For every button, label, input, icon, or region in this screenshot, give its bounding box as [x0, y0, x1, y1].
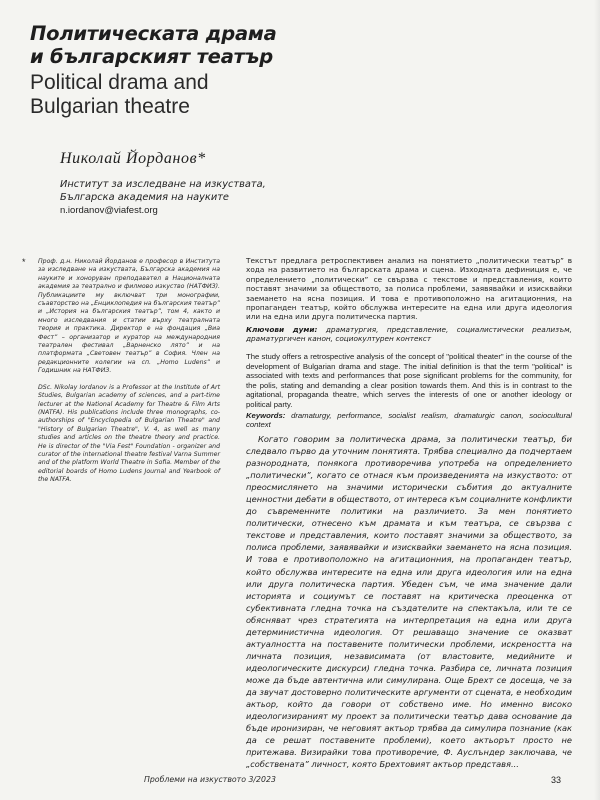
abstract-bg-text: Текстът предлага ретроспективен анализ на понятието „политически театър” в хода на развитието на българската драма и сцена. Изходната дефиниция е, че определението „политически” се свързва с текстове и представления, които поставят значими за обществото, за полиса проблеми, заявявайки и изисквайки заемането на ясна позиция. И това е противоположно на агитационния, на пропаганден театър, който обслужва интересите на една или друга идеология или на една или друга политическа партия. — [246, 256, 572, 322]
article-title-bulgarian — [30, 22, 390, 68]
keywords-en-label: Keywords: — [246, 410, 286, 420]
author-footnote — [38, 258, 220, 493]
page-number: 33 — [551, 775, 562, 785]
scan-edge-shadow — [594, 0, 600, 800]
author-email-link[interactable]: n.iordanov@viafest.org — [60, 205, 158, 216]
body-text — [246, 433, 572, 770]
author-name: Николай Йорданов* — [60, 150, 206, 167]
footnote-bulgarian: Проф. д.н. Николай Йорданов е професор в Института за изследване на изкуствата, Българска академия на науките и хоноруван преподавател в Националната академия за театрално и филмово изкуство (НАТФИЗ). Публикациите му включват три монографии, съавторство на „Енциклопедия на българския театър” и „История на българския театър”, том 4, както и много изследвания и статии върху театралната теория и практика. Директор е на фондация „Виа Фест” – организатор и куратор на международния театрален фестивал „Варненско лято” и на платформата „Световен театър” в София. Член на редакционните колегии на сп. „Homo Ludens” и Годишник на НАТФИЗ. — [38, 258, 220, 375]
abstract-bulgarian — [246, 256, 572, 344]
article-title-english — [30, 71, 390, 119]
keywords-bulgarian — [246, 325, 572, 344]
author-affiliation — [60, 179, 360, 204]
abstract-english — [246, 352, 572, 430]
keywords-bg-list: драматургия, представление, социалистически реализъм, драматургичен канон, социокултурен контекст — [246, 324, 572, 344]
keywords-bg-label: Ключови думи: — [246, 324, 318, 334]
title-bg-line-1: Политическата драма — [30, 22, 277, 45]
footnote-english: DSc. Nikolay Iordanov is a Professor at the Institute of Art Studies, Bulgarian academy of sciences, and a part-time lecturer at the National Academy for Theatre & Film Arts (NATFA). His publications include three monographs, co-authorships of "Encyclopedia of Bulgarian Theatre" and "History of Bulgarian Theatre", V. 4, as well as many studies and articles on the theatre theory and practice. He is director of the "Via Fest" Foundation - organizer and curator of the international theatre festival Varna Summer and of the platform World Theatre in Sofia. Member of the editorial boards of Homo Ludens Journal and Yearbook of the NATFA. — [38, 383, 220, 484]
title-bg-line-2: и българският театър — [30, 45, 273, 68]
footer-journal-title: Проблеми на изкуството 3/2023 — [144, 775, 276, 784]
abstract-en-text: The study offers a retrospective analysis of the concept of "political theater" in the course of the development of Bulgarian drama and stage. The initial definition is that the term "political" is associated with texts and performances that pose significant problems for the community, for the polis, stating and demanding a clear position towards them. And this is in contrast to the agitational, propaganda theatre, which serves the interests of one or another ideology or political party. — [246, 352, 572, 409]
body-paragraph: Когато говорим за политическа драма, за политически театър, би следвало първо да уточним понятията. Трябва специално да подчертаем разнородната, понякога противоречива употреба на определението „политически”, когато се отнася към произведенията на изкуството: от преосмислянето на значими исторически събития до актуалните ценностни дебати в обществото, от интереса към социалните конфликти до съвременните политики на различието. За мен понятието политически, отнесено към драмата и към театъра, се свързва с текстове и представления, които поставят значими за обществото, за полиса проблеми, заявявайки и изисквайки заемането на ясна позиция. И това е противоположно на агитационния, на пропаганден театър, който обслужва интересите на една или друга идеология или на една или друга политическа партия. Убеден съм, че има значение дали историята и социумът се поставят на критическа преоценка от субективната гледна точка на създателите на спектакъла, или те се обясняват чрез стратегията на интерпретация на една или друга детерминистична идеология. От решаващо значение се оказват актуалността на поставените политически проблеми, искреността на личната позиция, независимата (от властовите, медийните и идеологическите дискурси) гледна точка. Разбира се, личната позиция може да бъде автентична или симулирана. Още Брехт се досеща, че за да звучат достоверно политическите аргументи от сцената, е необходим актьор, който да говори от собствено име. Но именно високо идеологизираният му проект за политически театър дава основание да бъде иронизиран, че неговият актьор трябва да симулира познание (как да се решат поставените проблеми), което актьорът просто не притежава. Визирайки това противоречие, Ф. Ауслъндер заключава, че „собствената” личност, която Брехтовият актьор представя... — [246, 434, 572, 770]
footnote-marker: * — [22, 257, 26, 267]
title-en-line-2: Bulgarian theatre — [30, 95, 190, 118]
keywords-english — [246, 411, 572, 430]
title-en-line-1: Political drama and — [30, 71, 209, 94]
affiliation-line-1: Институт за изследване на изкуствата, — [60, 179, 266, 190]
affiliation-line-2: Българска академия на науките — [60, 191, 229, 203]
keywords-en-list: dramaturgy, performance, socialist realism, dramaturgic canon, sociocultural context — [246, 410, 572, 430]
